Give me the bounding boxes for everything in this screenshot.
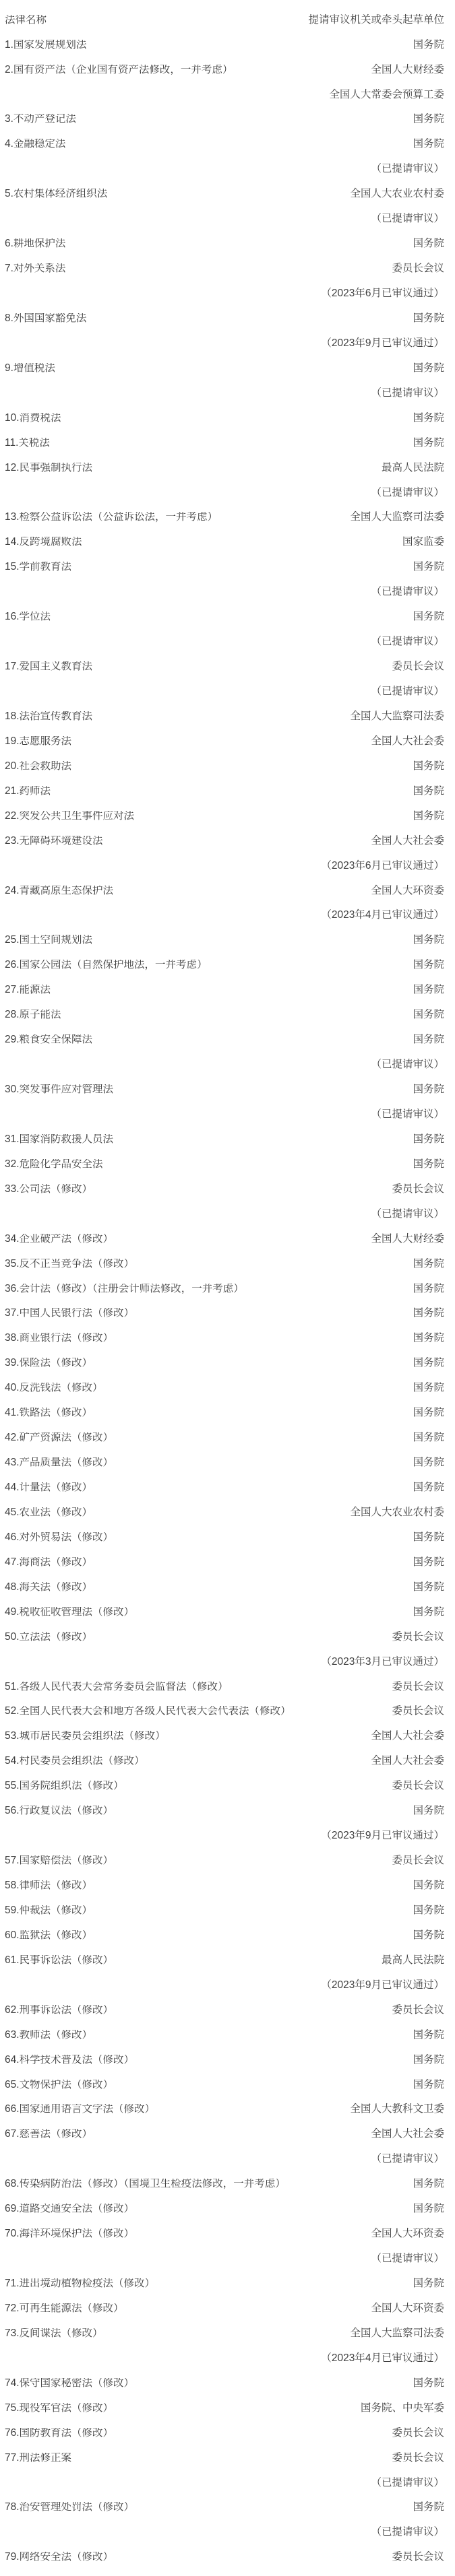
law-name: 50.立法法（修改） (5, 1631, 93, 1643)
submitting-org: 全国人大社会委 (371, 834, 444, 847)
law-name: 15.学前教育法 (5, 562, 72, 572)
table-row (0, 1401, 455, 1426)
submitting-org: 委员长会议 (392, 1855, 444, 1867)
submitting-org: 国务院 (413, 1357, 444, 1369)
submitting-org: 国务院 (413, 1332, 444, 1344)
law-name: 76.国防教育法（修改） (5, 2427, 114, 2439)
table-row (0, 1500, 455, 1525)
law-name: 45.农业法（修改） (5, 1507, 93, 1518)
submitting-org: 全国人大监察司法委 (350, 2327, 444, 2339)
submitting-org: 国务院 (413, 2278, 444, 2290)
submitting-org: 委员长会议 (392, 1780, 444, 1792)
table-row (0, 2022, 455, 2047)
submitting-org: （已提请审议） (371, 1208, 444, 1220)
law-name: 6.耕地保护法 (5, 238, 66, 249)
law-name: 73.反间谍法（修改） (5, 2327, 103, 2339)
law-name: 43.产品质量法（修改） (5, 1457, 114, 1468)
submitting-org: 委员长会议 (392, 2551, 444, 2563)
law-name: 7.对外关系法 (5, 263, 66, 274)
table-row (0, 182, 455, 207)
submitting-org: 国家监委 (402, 536, 444, 548)
submitting-org: （已提请审议） (371, 2526, 444, 2538)
law-name: 34.企业破产法（修改） (5, 1233, 114, 1245)
submitting-org: 国务院 (413, 436, 444, 449)
submitting-org: 委员长会议 (392, 1705, 444, 1717)
table-row (0, 580, 455, 605)
submitting-org: 国务院 (413, 138, 444, 150)
law-name: 11.关税法 (5, 437, 50, 449)
law-name: 62.刑事诉讼法（修改） (5, 2004, 114, 2016)
law-name: 22.突发公共卫生事件应对法 (5, 810, 135, 822)
table-row (0, 1848, 455, 1873)
table-row (0, 157, 455, 182)
table-row (0, 132, 455, 157)
table-row (0, 779, 455, 803)
law-name: 19.志愿服务法 (5, 735, 72, 747)
table-row (0, 455, 455, 480)
law-name: 3.不动产登记法 (5, 114, 76, 125)
table-row (0, 107, 455, 132)
submitting-org: 国务院 (413, 1457, 444, 1469)
law-name: 44.计量法（修改） (5, 1482, 93, 1493)
submitting-org: （2023年4月已审议通过） (321, 2352, 444, 2364)
table-row (0, 2396, 455, 2420)
law-name: 9.增值税法 (5, 362, 55, 374)
submitting-org: 国务院 (413, 984, 444, 996)
submitting-org: （2023年9月已审议通过） (321, 1830, 444, 1842)
law-name: 51.各级人民代表大会常务委员会监督法（修改） (5, 1681, 229, 1692)
law-name: 79.网络安全法（修改） (5, 2552, 114, 2563)
table-header-row (0, 7, 455, 32)
submitting-org: 国务院、中央军委 (360, 2402, 444, 2414)
table-row (0, 1873, 455, 1898)
submitting-org: 国务院 (413, 2203, 444, 2215)
law-name: 36.会计法（修改）（注册会计师法修改，一并考虑） (5, 1283, 244, 1294)
law-name: 1.国家发展规划法 (5, 39, 87, 51)
submitting-org: （已提请审议） (371, 2253, 444, 2265)
submitting-org: 全国人大社会委 (371, 2128, 444, 2140)
table-row (0, 2271, 455, 2296)
table-row (0, 1226, 455, 1251)
submitting-org: 国务院 (413, 1084, 444, 1096)
table-row (0, 1774, 455, 1799)
submitting-org: 国务院 (413, 1880, 444, 1892)
submitting-org: 全国人大监察司法委 (350, 511, 444, 523)
table-row (0, 2147, 455, 2172)
law-name: 70.海洋环境保护法（修改） (5, 2228, 135, 2239)
submitting-org: 委员长会议 (392, 1183, 444, 1195)
table-row (0, 953, 455, 978)
table-row (0, 2445, 455, 2470)
submitting-org: 国务院 (413, 1158, 444, 1170)
table-row (0, 853, 455, 878)
law-name: 23.无障碍环境建设法 (5, 835, 103, 847)
submitting-org: （2023年6月已审议通过） (321, 288, 444, 300)
law-name: 8.外国国家豁免法 (5, 312, 87, 324)
table-row (0, 1152, 455, 1177)
submitting-org: 委员长会议 (392, 1630, 444, 1643)
table-row (0, 2197, 455, 2222)
submitting-org: 全国人大社会委 (371, 1755, 444, 1767)
law-name: 74.保守国家秘密法（修改） (5, 2377, 135, 2389)
submitting-org: 全国人大社会委 (371, 735, 444, 747)
submitting-org: 国务院 (413, 1407, 444, 1419)
law-name: 14.反跨境腐败法 (5, 537, 82, 548)
law-name: 75.现役军官法（修改） (5, 2402, 114, 2414)
submitting-org: （已提请审议） (371, 1059, 444, 1071)
law-name: 69.道路交通安全法（修改） (5, 2204, 135, 2214)
submitting-org: 国务院 (413, 2178, 444, 2190)
table-row (0, 2495, 455, 2520)
submitting-org: 国务院 (413, 362, 444, 374)
law-name: 20.社会救助法 (5, 760, 72, 772)
law-name: 29.粮食安全保障法 (5, 1034, 93, 1045)
submitting-org: 国务院 (413, 2078, 444, 2090)
table-row (0, 1052, 455, 1077)
table-row (0, 381, 455, 405)
table-row (0, 704, 455, 729)
law-name: 4.金融稳定法 (5, 139, 66, 150)
law-name: 2.国有资产法（企业国有资产法修改，一并考虑） (5, 64, 233, 75)
law-name: 59.仲裁法（修改） (5, 1905, 93, 1916)
law-name: 42.矿产资源法（修改） (5, 1432, 114, 1443)
submitting-org: （已提请审议） (371, 213, 444, 225)
law-name: 71.进出境动植物检疫法（修改） (5, 2278, 156, 2289)
table-row (0, 281, 455, 306)
submitting-org: 国务院 (413, 611, 444, 623)
table-row (0, 1077, 455, 1102)
table-row (0, 2221, 455, 2246)
submitting-org: 委员长会议 (392, 2426, 444, 2439)
table-row (0, 1973, 455, 1997)
table-row (0, 878, 455, 903)
law-name: 28.原子能法 (5, 1010, 61, 1020)
table-row (0, 1624, 455, 1649)
submitting-org: 国务院 (413, 411, 444, 424)
table-row (0, 1177, 455, 1201)
submitting-org: （已提请审议） (371, 486, 444, 498)
table-row (0, 2296, 455, 2321)
submitting-org: 最高人民法院 (381, 461, 444, 473)
table-row (0, 1003, 455, 1028)
submitting-org: 国务院 (413, 760, 444, 772)
law-name: 41.铁路法（修改） (5, 1408, 93, 1418)
table-row (0, 2172, 455, 2197)
table-row (0, 2346, 455, 2371)
table-row (0, 256, 455, 281)
law-name: 33.公司法（修改） (5, 1183, 93, 1195)
submitting-org: 国务院 (413, 1282, 444, 1294)
law-name: 57.国家赔偿法（修改） (5, 1855, 114, 1866)
table-row (0, 2470, 455, 2495)
submitting-org: 全国人大环资委 (371, 2302, 444, 2314)
table-row (0, 2072, 455, 2097)
table-row (0, 828, 455, 853)
law-name: 18.法治宣传教育法 (5, 711, 93, 722)
table-row (0, 2246, 455, 2271)
table-row (0, 1724, 455, 1749)
submitting-org: 国务院 (413, 1034, 444, 1046)
table-row (0, 1749, 455, 1774)
submitting-org: 国务院 (413, 1009, 444, 1021)
column-header-submitting-org: 提请审议机关或牵头起草单位 (308, 13, 444, 26)
table-row (0, 555, 455, 580)
submitting-org: 全国人大监察司法委 (350, 710, 444, 722)
law-name: 52.全国人民代表大会和地方各级人民代表大会代表法（修改） (5, 1706, 291, 1717)
table-row (0, 1425, 455, 1450)
submitting-org: 委员长会议 (392, 661, 444, 673)
submitting-org: 委员长会议 (392, 2004, 444, 2016)
table-row (0, 903, 455, 928)
submitting-org: 国务院 (413, 38, 444, 51)
law-name: 21.药师法 (5, 785, 51, 797)
table-row (0, 430, 455, 455)
submitting-org: 全国人大财经委 (371, 63, 444, 75)
law-name: 58.律师法（修改） (5, 1880, 93, 1891)
law-name: 27.能源法 (5, 985, 51, 995)
law-name: 40.反洗钱法（修改） (5, 1383, 103, 1393)
table-row (0, 978, 455, 1003)
law-name: 48.海关法（修改） (5, 1581, 93, 1593)
law-name: 25.国土空间规划法 (5, 935, 93, 946)
submitting-org: 国务院 (413, 1805, 444, 1817)
law-name: 68.传染病防治法（修改）（国境卫生检疫法修改，一并考虑） (5, 2179, 286, 2189)
submitting-org: （2023年6月已审议通过） (321, 859, 444, 871)
table-row (0, 1450, 455, 1475)
submitting-org: 委员长会议 (392, 1680, 444, 1692)
submitting-org: 国务院 (413, 1606, 444, 1618)
submitting-org: 国务院 (413, 959, 444, 971)
table-row (0, 1301, 455, 1326)
submitting-org: 全国人大农业农村委 (350, 188, 444, 200)
submitting-org: 国务院 (413, 810, 444, 822)
law-name: 56.行政复议法（修改） (5, 1806, 114, 1816)
table-row (0, 1599, 455, 1624)
submitting-org: 国务院 (413, 1307, 444, 1319)
table-row (0, 1550, 455, 1575)
submitting-org: 国务院 (413, 1929, 444, 1941)
submitting-org: （已提请审议） (371, 586, 444, 598)
law-name: 12.民事强制执行法 (5, 462, 93, 473)
table-row (0, 231, 455, 256)
submitting-org: 委员长会议 (392, 2451, 444, 2464)
table-row (0, 2420, 455, 2445)
table-row (0, 1127, 455, 1152)
submitting-org: 国务院 (413, 1556, 444, 1568)
table-row (0, 1326, 455, 1351)
table-row (0, 2520, 455, 2545)
submitting-org: 国务院 (413, 2501, 444, 2513)
table-row (0, 1102, 455, 1127)
table-row (0, 1997, 455, 2022)
submitting-org: 国务院 (413, 312, 444, 324)
table-row (0, 331, 455, 356)
law-name: 72.可再生能源法（修改） (5, 2303, 124, 2314)
submitting-org: 最高人民法院 (381, 1954, 444, 1966)
law-name: 66.国家通用语言文字法（修改） (5, 2104, 156, 2115)
submitting-org: （已提请审议） (371, 686, 444, 698)
submitting-org: 国务院 (413, 1382, 444, 1394)
table-body (0, 32, 455, 2570)
law-name: 67.慈善法（修改） (5, 2129, 93, 2140)
table-row (0, 1376, 455, 1401)
submitting-org: （已提请审议） (371, 2153, 444, 2165)
law-name: 30.突发事件应对管理法 (5, 1084, 114, 1095)
table-row (0, 1699, 455, 1724)
law-name: 5.农村集体经济组织法 (5, 189, 108, 199)
submitting-org: 全国人大农业农村委 (350, 1506, 444, 1518)
law-name: 26.国家公园法（自然保护地法，一并考虑） (5, 960, 208, 970)
table-row (0, 1948, 455, 1973)
law-name: 16.学位法 (5, 612, 51, 622)
submitting-org: 国务院 (413, 2028, 444, 2041)
law-name: 63.教师法（修改） (5, 2029, 93, 2041)
law-name: 10.消费税法 (5, 412, 61, 424)
table-row (0, 1201, 455, 1226)
submitting-org: （已提请审议） (371, 1108, 444, 1120)
table-row (0, 654, 455, 679)
table-row (0, 605, 455, 630)
law-name: 38.商业银行法（修改） (5, 1333, 114, 1344)
submitting-org: （已提请审议） (371, 2476, 444, 2488)
table-row (0, 1525, 455, 1550)
table-row (0, 1823, 455, 1848)
table-row (0, 1475, 455, 1500)
table-row (0, 2321, 455, 2346)
law-name: 54.村民委员会组织法（修改） (5, 1756, 145, 1766)
table-row (0, 1575, 455, 1599)
table-row (0, 480, 455, 505)
law-name: 78.治安管理处罚法（修改） (5, 2502, 135, 2513)
submitting-org: 国务院 (413, 1432, 444, 1444)
table-row (0, 1276, 455, 1301)
table-row (0, 1898, 455, 1923)
submitting-org: 全国人大财经委 (371, 1232, 444, 1245)
table-row (0, 928, 455, 953)
table-row (0, 2371, 455, 2396)
table-row (0, 82, 455, 107)
table-row (0, 2545, 455, 2570)
law-name: 39.保险法（修改） (5, 1358, 93, 1368)
table-row (0, 803, 455, 828)
law-name: 24.青藏高原生态保护法 (5, 885, 114, 896)
law-name: 37.中国人民银行法（修改） (5, 1308, 135, 1319)
table-row (0, 1649, 455, 1674)
submitting-org: 全国人大社会委 (371, 1730, 444, 1742)
submitting-org: 国务院 (413, 1581, 444, 1593)
submitting-org: （2023年9月已审议通过） (321, 337, 444, 349)
table-row (0, 2047, 455, 2072)
submitting-org: 国务院 (413, 2053, 444, 2066)
law-name: 49.税收征收管理法（修改） (5, 1606, 135, 1618)
law-name: 47.海商法（修改） (5, 1556, 93, 1568)
law-name: 31.国家消防救援人员法 (5, 1133, 114, 1145)
submitting-org: 委员长会议 (392, 263, 444, 275)
column-header-law-name: 法律名称 (5, 14, 47, 26)
law-name: 60.监狱法（修改） (5, 1929, 93, 1941)
table-row (0, 629, 455, 654)
submitting-org: 国务院 (413, 1133, 444, 1145)
table-row (0, 754, 455, 779)
submitting-org: 国务院 (413, 238, 444, 250)
law-name: 55.国务院组织法（修改） (5, 1781, 124, 1791)
table-row (0, 405, 455, 430)
table-row (0, 1923, 455, 1948)
table-row (0, 2097, 455, 2122)
submitting-org: 国务院 (413, 113, 444, 125)
table-row (0, 207, 455, 232)
submitting-org: 国务院 (413, 1904, 444, 1916)
table-row (0, 1251, 455, 1276)
submitting-org: （已提请审议） (371, 163, 444, 175)
submitting-org: （2023年3月已审议通过） (321, 1655, 444, 1667)
table-row (0, 1027, 455, 1052)
table-row (0, 729, 455, 754)
table-row (0, 530, 455, 555)
submitting-org: 国务院 (413, 1257, 444, 1269)
table-row (0, 2122, 455, 2147)
law-name: 35.反不正当竞争法（修改） (5, 1258, 135, 1269)
table-row (0, 505, 455, 530)
submitting-org: 全国人大环资委 (371, 2228, 444, 2240)
submitting-org: 国务院 (413, 1482, 444, 1494)
law-name: 17.爱国主义教育法 (5, 661, 93, 672)
table-row (0, 356, 455, 381)
submitting-org: （已提请审议） (371, 387, 444, 399)
table-row (0, 679, 455, 704)
law-name: 32.危险化学品安全法 (5, 1158, 103, 1170)
submitting-org: （2023年4月已审议通过） (321, 909, 444, 921)
law-name: 64.科学技术普及法（修改） (5, 2054, 135, 2066)
law-name: 77.刑法修正案 (5, 2452, 72, 2464)
submitting-org: 全国人大常委会预算工委 (329, 88, 444, 100)
law-name: 13.检察公益诉讼法（公益诉讼法，一并考虑） (5, 512, 218, 523)
submitting-org: 国务院 (413, 934, 444, 946)
submitting-org: （已提请审议） (371, 636, 444, 648)
table-row (0, 57, 455, 82)
submitting-org: 国务院 (413, 561, 444, 573)
law-name: 46.对外贸易法（修改） (5, 1531, 114, 1543)
table-row (0, 1351, 455, 1376)
submitting-org: （2023年9月已审议通过） (321, 1979, 444, 1991)
submitting-org: 国务院 (413, 785, 444, 797)
table-row (0, 32, 455, 57)
submitting-org: 全国人大教科文卫委 (350, 2103, 444, 2115)
law-name: 65.文物保护法（修改） (5, 2079, 114, 2090)
law-name: 61.民事诉讼法（修改） (5, 1954, 114, 1966)
submitting-org: 国务院 (413, 2377, 444, 2389)
table-row (0, 1674, 455, 1699)
submitting-org: 国务院 (413, 1531, 444, 1543)
submitting-org: 全国人大环资委 (371, 884, 444, 896)
table-row (0, 306, 455, 331)
table-row (0, 1799, 455, 1824)
law-name: 53.城市居民委员会组织法（修改） (5, 1731, 166, 1742)
